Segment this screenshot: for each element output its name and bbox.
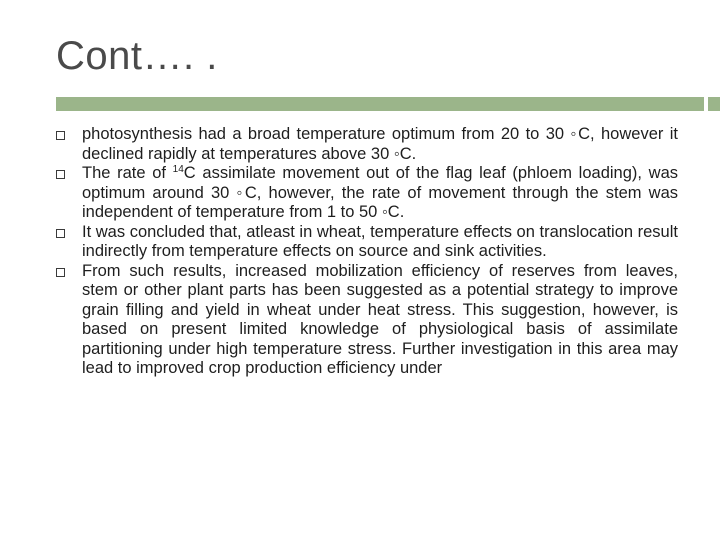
bullet-item-4	[56, 262, 678, 379]
bullet-item-1	[56, 125, 678, 164]
title-accent-bar	[56, 97, 720, 111]
bullet-item-2	[56, 164, 678, 223]
accent-bar-tail	[708, 97, 720, 111]
slide-body	[56, 125, 678, 379]
bullet-list	[56, 125, 678, 379]
slide-title: Cont…. .	[56, 34, 218, 78]
bullet-text-2-before: The rate of	[82, 164, 173, 182]
bullet-text-2-after: C assimilate movement out of the flag leaf (phloem loading), was optimum around 30 ◦C, however, the rate of movement through the stem was independent of temperature from 1 to 50 ◦C.	[82, 164, 678, 221]
bullet-item-3	[56, 223, 678, 262]
bullet-text-4: From such results, increased mobilization efficiency of reserves from leaves, stem or other plant parts has been suggested as a potential strategy to improve grain filling and yield in wheat under heat stress. This suggestion, however, is based on present limited knowledge of physiological basis of assimilate partitioning under high temperature stress. Further investigation in this area may lead to improved crop production efficiency under	[82, 261, 678, 377]
accent-bar-main	[56, 97, 704, 111]
bullet-text-3: It was concluded that, atleast in wheat, temperature effects on translocation result indirectly from temperature effects on source and sink activities.	[82, 222, 678, 260]
bullet-text-1: photosynthesis had a broad temperature optimum from 20 to 30 ◦C, however it declined rapidly at temperatures above 30 ◦C.	[82, 125, 678, 163]
isotope-superscript: 14	[172, 164, 184, 175]
square-bullet-icon	[56, 268, 65, 277]
square-bullet-icon	[56, 229, 65, 238]
square-bullet-icon	[56, 131, 65, 140]
square-bullet-icon	[56, 170, 65, 179]
